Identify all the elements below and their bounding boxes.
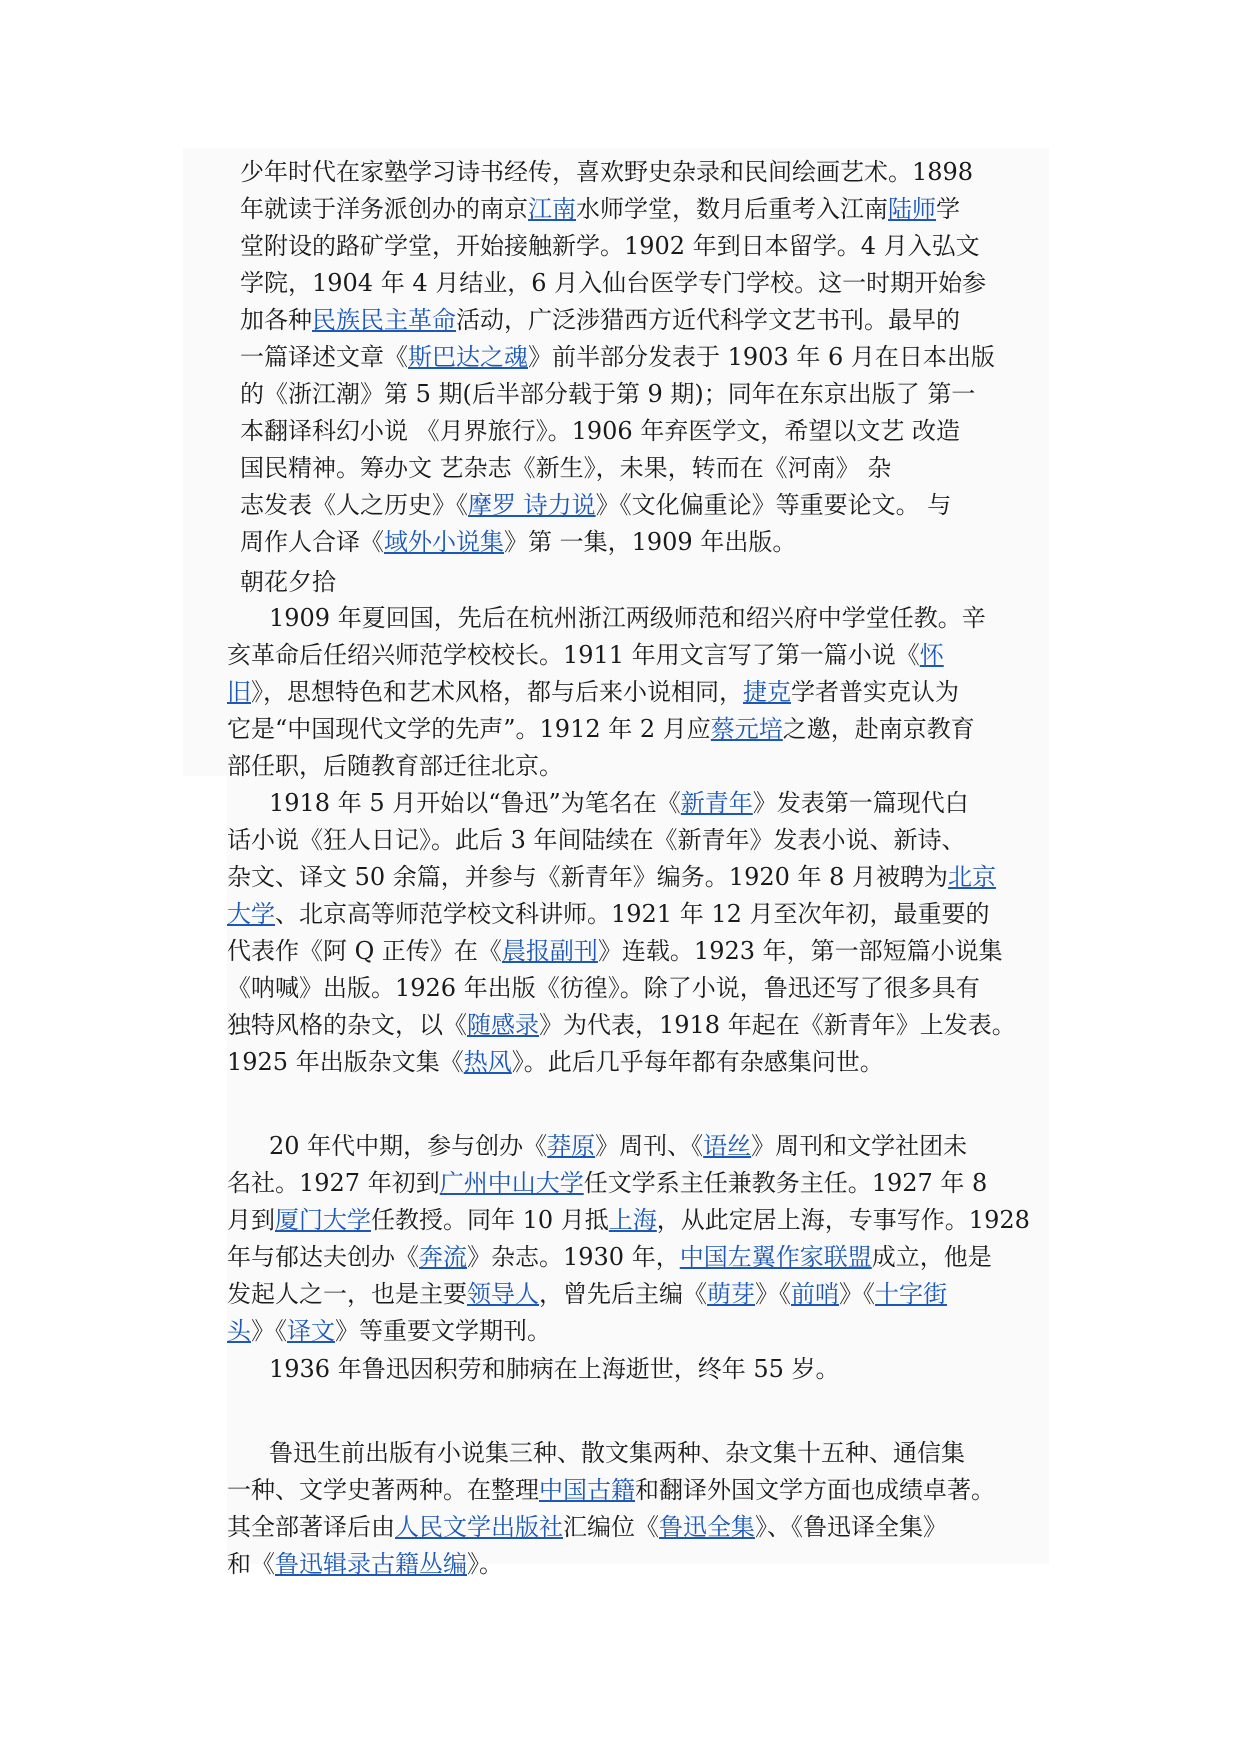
hyperlink[interactable]: 厦门大学 [275, 1206, 371, 1234]
text-line: 本翻译科幻小说 《月界旅行》。1906 年弃医学文，希望以文艺 改造 [240, 417, 960, 445]
text-line: 一篇译述文章《斯巴达之魂》前半部分发表于 1903 年 6 月在日本出版 [240, 343, 995, 371]
hyperlink[interactable]: 江南 [528, 195, 576, 223]
text-line: 名社。1927 年初到广州中山大学任文学系主任兼教务主任。1927 年 8 [227, 1169, 988, 1197]
hyperlink[interactable]: 奔流 [419, 1243, 467, 1271]
text-line: 代表作《阿 Q 正传》在《晨报副刊》连载。1923 年，第一部短篇小说集 [227, 937, 1003, 965]
hyperlink[interactable]: 鲁迅全集 [659, 1513, 755, 1541]
hyperlink[interactable]: 人民文学出版社 [395, 1513, 563, 1541]
text-line: 旧》，思想特色和艺术风格，都与后来小说相同，捷克学者普实克认为 [227, 678, 959, 706]
section-heading: 朝花夕拾 [240, 568, 336, 596]
text-line: 和《鲁迅辑录古籍丛编》。 [227, 1550, 503, 1578]
text-line: 独特风格的杂文，以《随感录》为代表，1918 年起在《新青年》上发表。 [227, 1011, 1016, 1039]
text-line: 1918 年 5 月开始以“鲁迅”为笔名在《新青年》发表第一篇现代白 [269, 789, 969, 817]
hyperlink[interactable]: 上海 [608, 1206, 657, 1234]
hyperlink[interactable]: 怀 [919, 641, 944, 669]
text-line: 亥革命后任绍兴师范学校校长。1911 年用文言写了第一篇小说《怀 [227, 641, 944, 669]
text-line: 杂文、译文 50 余篇，并参与《新青年》编务。1920 年 8 月被聘为北京 [227, 863, 997, 891]
hyperlink[interactable]: 民族民主革命 [312, 306, 456, 334]
hyperlink[interactable]: 语丝 [703, 1132, 752, 1160]
text-line: 它是“中国现代文学的先声”。1912 年 2 月应蔡元培之邀，赴南京教育 [227, 715, 975, 743]
paragraph-death [227, 1351, 1052, 1388]
page-margin-cutout [183, 776, 227, 1564]
text-line: 大学、北京高等师范学校文科讲师。1921 年 12 月至次年初，最重要的 [227, 900, 990, 928]
hyperlink[interactable]: 中国古籍 [539, 1476, 635, 1504]
hyperlink[interactable]: 译文 [287, 1317, 335, 1345]
text-line: 话小说《狂人日记》。此后 3 年间陆续在《新青年》发表小说、新诗、 [227, 826, 966, 854]
text-line: 头》《译文》等重要文学期刊。 [227, 1317, 551, 1345]
hyperlink[interactable]: 莽原 [547, 1132, 596, 1160]
text-line: 加各种民族民主革命活动，广泛涉猎西方近代科学文艺书刊。最早的 [240, 306, 960, 334]
text-line: 周作人合译《域外小说集》第 一集，1909 年出版。 [240, 528, 797, 556]
hyperlink[interactable]: 北京 [948, 863, 997, 891]
text-line: 1909 年夏回国，先后在杭州浙江两级师范和绍兴府中学堂任教。辛 [269, 604, 986, 632]
paragraph-shanghai-years [227, 1128, 1052, 1350]
text-line: 少年时代在家塾学习诗书经传，喜欢野史杂录和民间绘画艺术。1898 [240, 158, 974, 186]
hyperlink[interactable]: 蔡元培 [710, 715, 783, 743]
text-line: 20 年代中期，参与创办《莽原》周刊、《语丝》周刊和文学社团未 [269, 1132, 968, 1160]
text-line: 鲁迅生前出版有小说集三种、散文集两种、杂文集十五种、通信集 [269, 1439, 965, 1467]
hyperlink[interactable]: 域外小说集 [384, 528, 504, 556]
paragraph-new-youth [227, 785, 1052, 1081]
hyperlink[interactable]: 前哨 [791, 1280, 839, 1308]
hyperlink[interactable]: 晨报副刊 [501, 937, 598, 965]
hyperlink[interactable]: 斯巴达之魂 [408, 343, 528, 371]
text-line: 国民精神。筹办文 艺杂志《新生》，未果，转而在《河南》 杂 [240, 454, 892, 482]
text-line: 《呐喊》出版。1926 年出版《彷徨》。除了小说，鲁迅还写了很多具有 [227, 974, 980, 1002]
hyperlink[interactable]: 新青年 [680, 789, 753, 817]
hyperlink[interactable]: 中国左翼作家联盟 [679, 1243, 872, 1271]
text-line: 堂附设的路矿学堂，开始接触新学。1902 年到日本留学。4 月入弘文 [240, 232, 980, 260]
hyperlink[interactable]: 萌芽 [707, 1280, 755, 1308]
paragraph-return-to-china [227, 600, 1052, 785]
text-line: 学院，1904 年 4 月结业，6 月入仙台医学专门学校。这一时期开始参 [240, 269, 987, 297]
hyperlink[interactable]: 旧 [227, 678, 251, 706]
hyperlink[interactable]: 鲁迅辑录古籍丛编 [275, 1550, 467, 1578]
text-line: 一种、文学史著两种。在整理中国古籍和翻译外国文学方面也成绩卓著。 [227, 1476, 995, 1504]
text-line: 志发表《人之历史》《摩罗 诗力说》《文化偏重论》等重要论文。 与 [240, 491, 952, 519]
text-line: 的《浙江潮》第 5 期(后半部分载于第 9 期)；同年在东京出版了 第一 [240, 380, 976, 408]
paragraph-publications [227, 1435, 1052, 1583]
hyperlink[interactable]: 陆师 [888, 195, 936, 223]
hyperlink[interactable]: 摩罗 诗力说 [468, 491, 596, 519]
text-line: 发起人之一，也是主要领导人，曾先后主编《萌芽》《前哨》《十字街 [227, 1280, 947, 1308]
hyperlink[interactable]: 捷克 [743, 678, 791, 706]
text-line: 1925 年出版杂文集《热风》。此后几乎每年都有杂感集问世。 [227, 1048, 884, 1076]
text-line: 其全部著译后由人民文学出版社汇编位《鲁迅全集》、《鲁迅译全集》 [227, 1513, 947, 1541]
hyperlink[interactable]: 大学 [227, 900, 275, 928]
hyperlink[interactable]: 广州中山大学 [439, 1169, 584, 1197]
text-line: 年与郁达夫创办《奔流》杂志。1930 年，中国左翼作家联盟成立，他是 [227, 1243, 992, 1271]
text-line: 月到厦门大学任教授。同年 10 月抵上海，从此定居上海，专事写作。1928 [227, 1206, 1030, 1234]
hyperlink[interactable]: 随感录 [467, 1011, 539, 1039]
hyperlink[interactable]: 热风 [463, 1048, 512, 1076]
text-line: 部任职，后随教育部迁往北京。 [227, 752, 563, 780]
text-line: 1936 年鲁迅因积劳和肺病在上海逝世，终年 55 岁。 [269, 1355, 840, 1383]
hyperlink[interactable]: 头 [227, 1317, 251, 1345]
text-line: 年就读于洋务派创办的南京江南水师学堂，数月后重考入江南陆师学 [240, 195, 960, 223]
hyperlink[interactable]: 十字街 [875, 1280, 947, 1308]
paragraph-early-life [240, 154, 1070, 561]
hyperlink[interactable]: 领导人 [467, 1280, 539, 1308]
